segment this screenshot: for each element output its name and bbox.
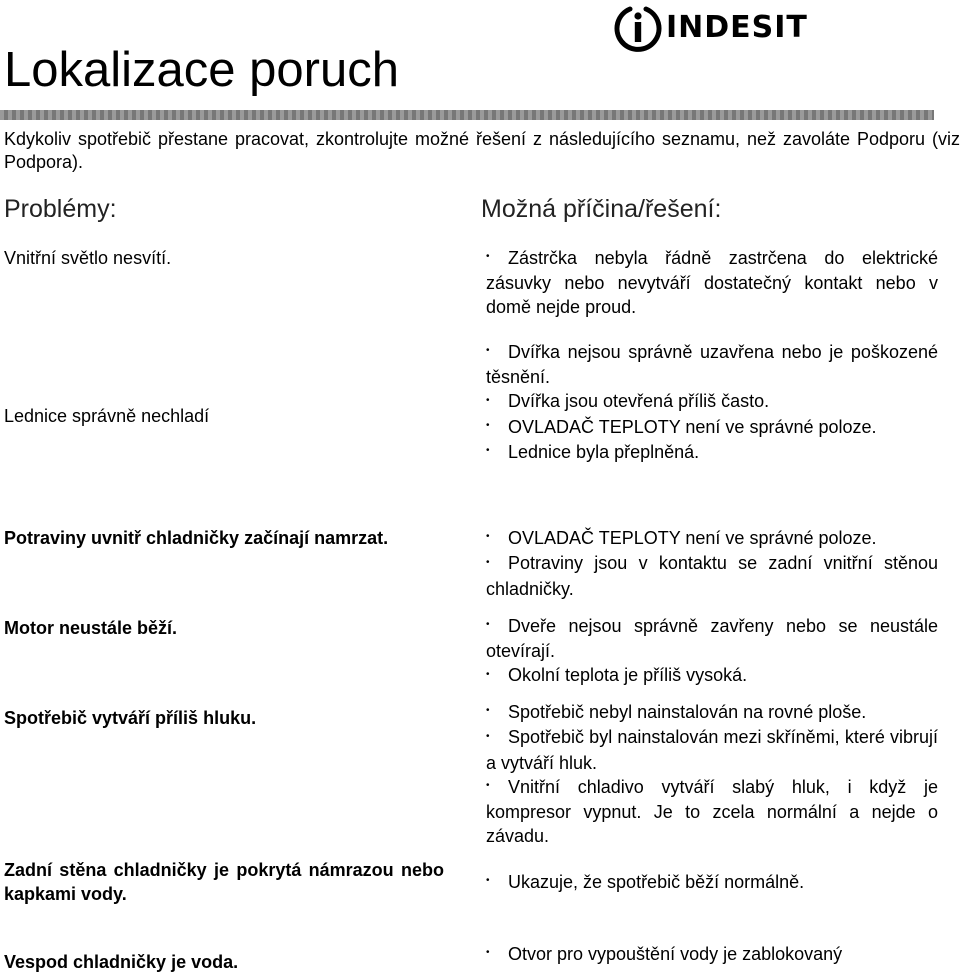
solution-list bbox=[486, 942, 938, 967]
problem-item: Zadní stěna chladničky je pokrytá námrazou nebo kapkami vody. bbox=[4, 860, 444, 904]
bullet-icon: • bbox=[486, 947, 490, 959]
header-divider bbox=[0, 110, 934, 120]
solution-item: • OVLADAČ TEPLOTY není ve správné poloze. bbox=[486, 415, 938, 440]
solution-item: • Potraviny jsou v kontaktu se zadní vnitřní stěnou chladničky. bbox=[486, 551, 938, 600]
logo-wordmark: INDESIT bbox=[666, 10, 808, 45]
bullet-icon: • bbox=[486, 779, 490, 791]
problem-item: Vespod chladničky je voda. bbox=[4, 952, 239, 972]
solution-item: • Dveře nejsou správně zavřeny nebo se neustále otevírají. bbox=[486, 614, 938, 663]
bullet-icon: • bbox=[486, 445, 490, 456]
solution-item: • Vnitřní chladivo vytváří slabý hluk, i když je kompresor vypnut. Je to zcela normální a nejde o závadu. bbox=[486, 775, 938, 848]
bullet-icon: • bbox=[486, 251, 490, 263]
solution-item: • Zástrčka nebyla řádně zastrčena do elektrické zásuvky nebo nevytváří dostatečný kontakt nebo v domě nejde proud. bbox=[486, 246, 938, 319]
bullet-icon: • bbox=[486, 556, 490, 568]
problem-item: Vnitřní světlo nesvítí. bbox=[4, 248, 172, 268]
bullet-icon: • bbox=[486, 345, 490, 357]
solution-item: • Otvor pro vypouštění vody je zablokovaný bbox=[486, 942, 938, 967]
logo-emblem-icon bbox=[612, 2, 664, 52]
solution-list bbox=[486, 246, 938, 319]
solution-item: • Lednice byla přeplněná. bbox=[486, 440, 938, 465]
intro-text: Kdykoliv spotřebič přestane pracovat, zkontrolujte možné řešení z následujícího seznamu, než zavoláte Podporu (viz Podpora). bbox=[4, 129, 960, 172]
bullet-icon: • bbox=[486, 875, 490, 887]
bullet-icon: • bbox=[486, 531, 490, 543]
solution-item: • Dvířka jsou otevřená příliš často. bbox=[486, 389, 938, 414]
solution-item: • Spotřebič byl nainstalován mezi skříněmi, které vibrují a vytváří hluk. bbox=[486, 725, 938, 774]
solution-item: • Dvířka nejsou správně uzavřena nebo je poškozené těsnění. bbox=[486, 340, 938, 389]
bullet-icon: • bbox=[486, 730, 490, 742]
solution-list bbox=[486, 870, 938, 895]
indesit-logo bbox=[612, 2, 808, 52]
problem-item: Lednice správně nechladí bbox=[4, 406, 210, 426]
problem-item: Motor neustále běží. bbox=[4, 618, 178, 638]
page-title: Lokalizace poruch bbox=[4, 43, 399, 97]
solution-list bbox=[486, 340, 938, 465]
bullet-icon: • bbox=[486, 668, 490, 680]
solutions-heading: Možná příčina/řešení: bbox=[481, 195, 722, 223]
solution-item: • Okolní teplota je příliš vysoká. bbox=[486, 663, 938, 688]
solution-list bbox=[486, 526, 938, 601]
solution-list bbox=[486, 614, 938, 689]
bullet-icon: • bbox=[486, 394, 490, 406]
solution-list bbox=[486, 700, 938, 848]
solution-item: • Spotřebič nebyl nainstalován na rovné ploše. bbox=[486, 700, 938, 725]
bullet-icon: • bbox=[486, 705, 490, 717]
bullet-icon: • bbox=[486, 419, 490, 431]
solution-item: • OVLADAČ TEPLOTY není ve správné poloze. bbox=[486, 526, 938, 551]
problem-item: Spotřebič vytváří příliš hluku. bbox=[4, 708, 257, 728]
problem-item: Potraviny uvnitř chladničky začínají namrzat. bbox=[4, 528, 389, 548]
solution-item: • Ukazuje, že spotřebič běží normálně. bbox=[486, 870, 938, 895]
bullet-icon: • bbox=[486, 619, 490, 631]
problems-heading: Problémy: bbox=[4, 195, 117, 223]
